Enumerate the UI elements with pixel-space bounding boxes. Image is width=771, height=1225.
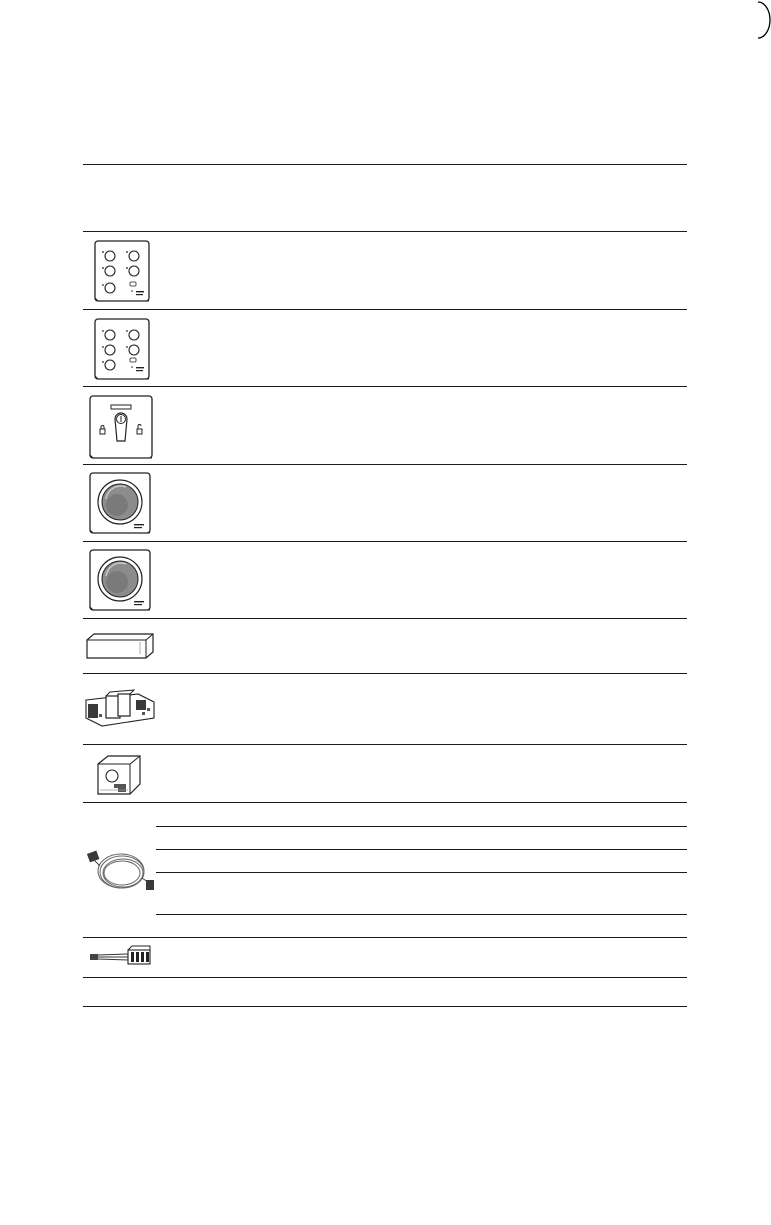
table-bottom-rule	[83, 1006, 687, 1007]
row-rule	[83, 618, 687, 619]
row-rule	[83, 673, 687, 674]
subrow-rule	[156, 849, 687, 850]
keypad-six-buttons-icon	[92, 316, 152, 382]
round-push-button-icon	[86, 469, 154, 537]
row-rule	[83, 541, 687, 542]
cover-bar-icon	[84, 630, 156, 662]
table-top-rule	[83, 164, 687, 165]
row-rule	[83, 464, 687, 465]
row-rule	[83, 802, 687, 803]
table-header-rule	[83, 231, 687, 232]
round-push-button-icon	[86, 546, 154, 614]
row-rule	[83, 744, 687, 745]
mounting-bracket-icon	[94, 750, 146, 802]
subrow-rule	[156, 914, 687, 915]
subrow-rule	[156, 826, 687, 827]
row-rule	[83, 386, 687, 387]
row-rule	[83, 937, 687, 938]
coiled-cable-icon	[84, 838, 158, 898]
keypad-six-buttons-icon	[92, 238, 152, 304]
key-switch-icon	[86, 391, 156, 461]
row-rule	[83, 977, 687, 978]
row-rule	[83, 309, 687, 310]
wire-harness-icon	[88, 942, 152, 972]
cut-mark-icon	[756, 0, 771, 40]
circuit-board-icon	[82, 684, 158, 732]
subrow-rule	[156, 872, 687, 873]
